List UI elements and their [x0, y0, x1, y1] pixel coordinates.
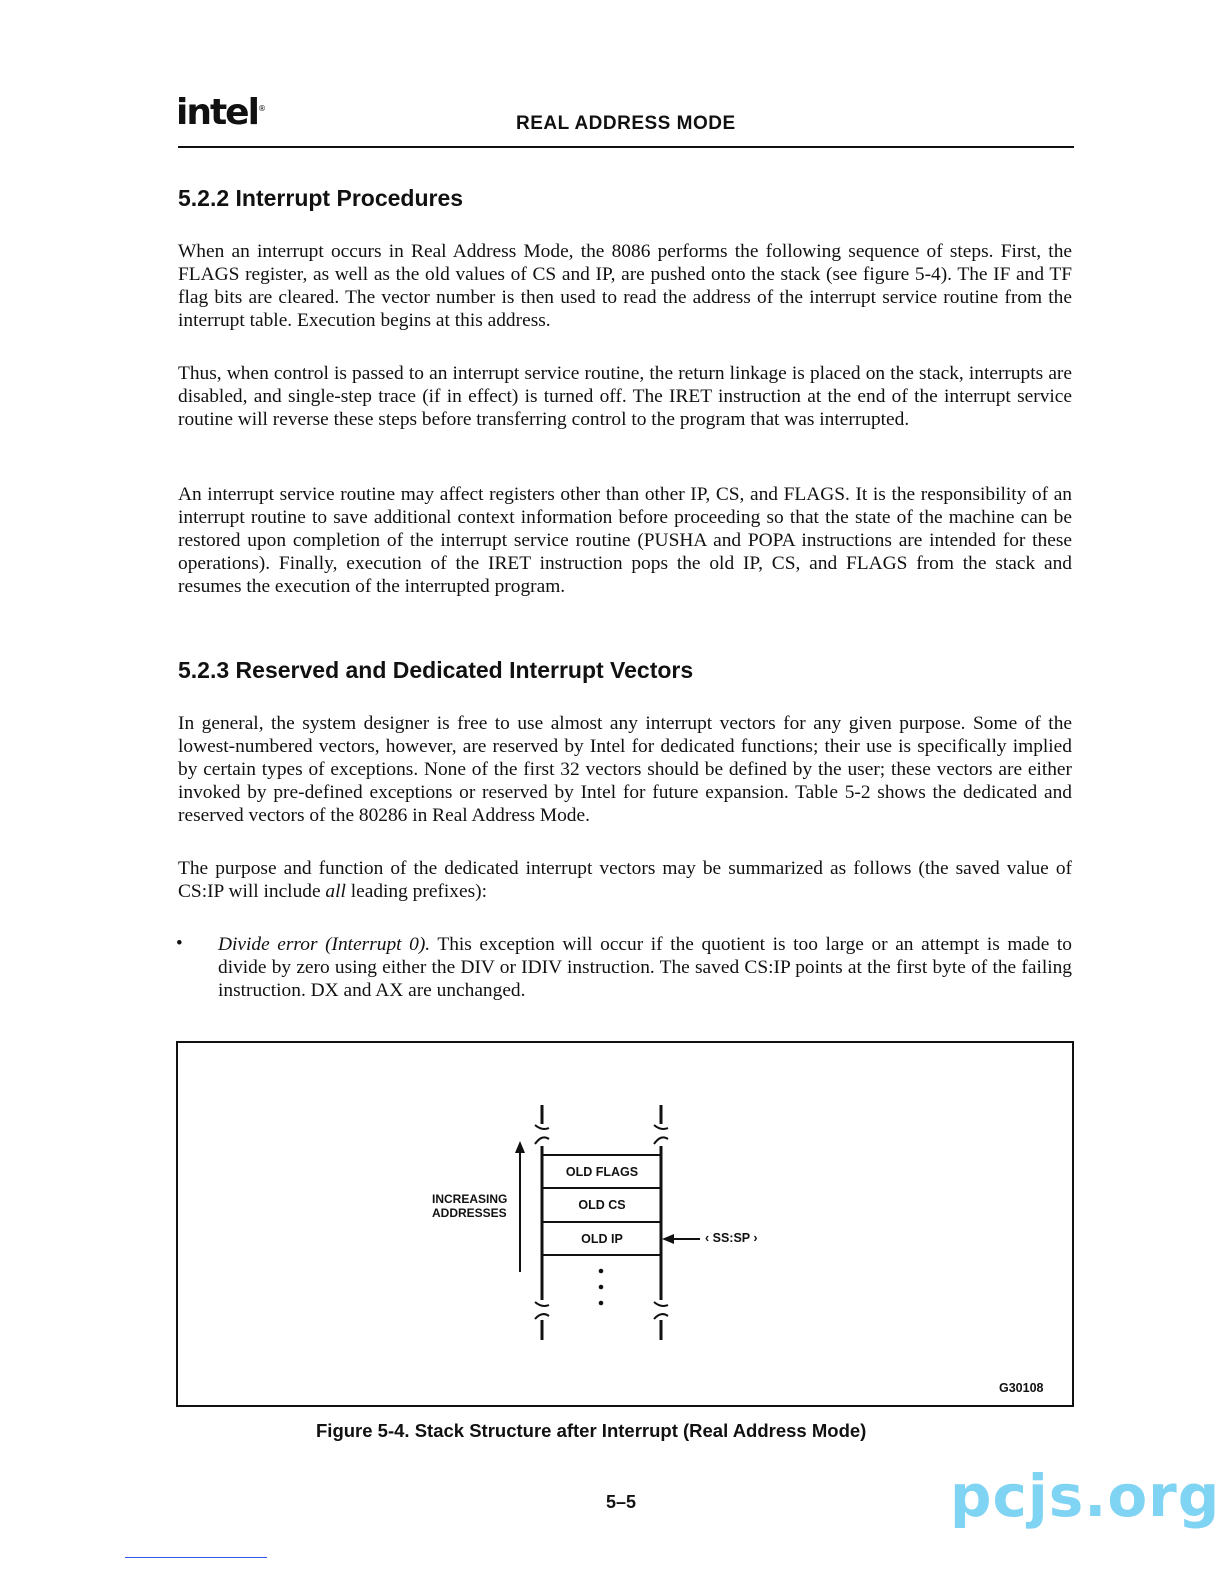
- increasing-addresses-label: INCREASING ADDRESSES: [432, 1192, 508, 1220]
- paragraph: In general, the system designer is free to use almost any interrupt vectors for any given purpose. Some of the lowest-numbered vectors, however, are reserved by Intel for dedicated functions; their use is specifically implied by certain types of exceptions. None of the first 32 vectors should be defined by the user; these vectors are either invoked by pre-defined exceptions or reserved by Intel for future expansion. Table 5-2 shows the dedicated and reserved vectors of the 80286 in Real Address Mode.: [178, 713, 1072, 826]
- section-heading-5-2-2: 5.2.2 Interrupt Procedures: [178, 185, 464, 211]
- paragraph: Thus, when control is passed to an interrupt service routine, the return linkage is placed on the stack, interrupts are disabled, and single-step trace (if in effect) is turned off. The IRET instruction at the end of the interrupt service routine will reverse these steps before transferring control to the program that was interrupted.: [178, 363, 1072, 430]
- stack-cell-old-cs: OLD CS: [578, 1197, 626, 1212]
- figure-caption: Figure 5-4. Stack Structure after Interrupt (Real Address Mode): [316, 1420, 867, 1441]
- sssp-arrow-head: [662, 1234, 674, 1244]
- break-mark: [654, 1302, 668, 1319]
- footer-line: [125, 1557, 267, 1558]
- bullet-marker: •: [176, 933, 183, 954]
- page-number: 5–5: [606, 1492, 637, 1512]
- stack-cell-old-flags: OLD FLAGS: [565, 1164, 639, 1179]
- ellipsis-dot: [599, 1301, 604, 1306]
- pcjs-watermark: pcjs.org: [950, 1462, 1221, 1530]
- running-header-title: REAL ADDRESS MODE: [516, 113, 736, 134]
- paragraph: The purpose and function of the dedicated interrupt vectors may be summarized as follows (the saved value of CS:IP will include all leading prefixes):: [178, 858, 1072, 902]
- break-mark: [654, 1125, 668, 1144]
- paragraph: An interrupt service routine may affect registers other than other IP, CS, and FLAGS. It is the responsibility of an interrupt routine to save additional context information before proceeding so that the state of the machine can be restored upon completion of the interrupt service routine (PUSHA and POPA instructions are intended for these operations). Finally, execution of the IRET instruction pops the old IP, CS, and FLAGS from the stack and resumes the execution of the interrupted program.: [178, 484, 1072, 597]
- ellipsis-dot: [599, 1269, 604, 1274]
- ellipsis-dot: [599, 1285, 604, 1290]
- increasing-arrow-head: [515, 1141, 525, 1153]
- paragraph: When an interrupt occurs in Real Address Mode, the 8086 performs the following sequence of steps. First, the FLAGS register, as well as the old values of CS and IP, are pushed onto the stack (see figure 5-4). The IF and TF flag bits are cleared. The vector number is then used to read the address of the interrupt service routine from the interrupt table. Execution begins at this address.: [178, 241, 1072, 331]
- ss-sp-pointer-label: ‹ SS:SP ›: [705, 1231, 758, 1245]
- break-mark: [535, 1302, 549, 1319]
- bullet-item-divide-error: Divide error (Interrupt 0). This exception will occur if the quotient is too large or an attempt is made to divide by zero using either the DIV or IDIV instruction. The saved CS:IP points at the first byte of the failing instruction. DX and AX are unchanged.: [218, 934, 1072, 1001]
- figure-id: G30108: [999, 1381, 1044, 1395]
- stack-cell-old-ip: OLD IP: [581, 1231, 623, 1246]
- break-mark: [535, 1125, 549, 1144]
- intel-logo: intel®: [176, 92, 266, 133]
- section-heading-5-2-3: 5.2.3 Reserved and Dedicated Interrupt Vectors: [178, 657, 694, 683]
